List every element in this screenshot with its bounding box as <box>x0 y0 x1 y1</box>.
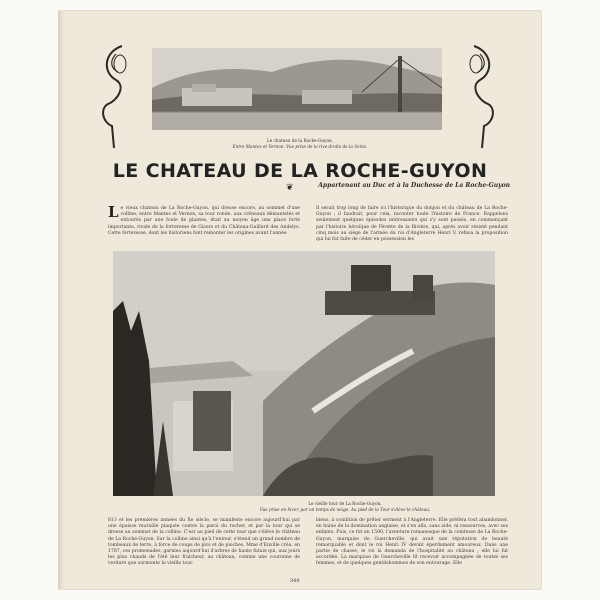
page-spine <box>58 10 64 590</box>
photo-old-tower <box>113 251 495 496</box>
top-caption-line-2: Entre Mantes et Vernon. Vue prise de la rive droite de la Seine. <box>232 144 368 149</box>
photo-chateau-panorama <box>152 48 442 130</box>
paragraph-left-bottom: 813 et les premières années du Xe siècle, se manifeste encore aujourd'hui par une épaisse muraille plaquée contre la paroi du rocher, et par la tour qui se dresse au sommet de la colline. C'est au pied de cette tour que s'élève le château de La Roche-Guyon. Sur la colline ainsi qu'à l'entour, s'étend un grand nombre de tombeaux de terre, à force de coups de pics et de pioches, Mme d'Enville créa, en 1787, ces promenades, garnies aujourd'hui d'arbres de haute futaie qui, aux jours les plus chauds de l'été leur fraîcheur, au château, comme une couronne de verdure que surmonte la vieille tour. <box>108 518 300 567</box>
article-subtitle: Appartenant au Duc et à la Duchesse de La Roche-Guyon <box>318 182 510 189</box>
text-column-right-top <box>316 206 508 243</box>
panorama-illustration <box>152 48 442 130</box>
drop-cap: L <box>108 203 119 221</box>
paragraph-right-top: Il serait trop long de faire ici l'historique du donjon et du château de La Roche-Guyon ; il faudrait, pour cela, raconter toute l'histoire de France. Rappelons seulement quelques épisodes intéressants qui s'y sont passés, en commençant par l'histoire héroïque de Pérette de la Rivière, qui, après avoir résisté pendant cinq mois au siège de l'armée du roi d'Angleterre Henri V, refusa la proposition qui lui fut faite de céder en possession les <box>316 206 508 243</box>
text-column-left-top <box>108 203 300 237</box>
paragraph-right-bottom: biens, à condition de prêter serment à l'Angleterre. Elle préféra tout abandonner, en haine de la domination anglaise, et s'en alla, sans aide, ni ressources, avec ses enfants. Puis, ce fut en 1590, l'aventure romanesque de la comtesse de La Roche-Guyon, marquise de Guercheville, qui avait une réputation de beauté remarquable et dont le roi Henri IV devint éperdument amoureux. Dans une partie de chasse, le roi la demanda de l'hospitalité au château ; elle lui fut accordée. La marquise de Guercheville fit recevoir accompagnée de toutes ses femmes, et de quelques gentilshommes de son entourage. Elle <box>316 518 508 567</box>
text-column-right-bottom <box>316 518 508 568</box>
text-column-left-bottom <box>108 518 300 568</box>
art-nouveau-ornament-left <box>94 42 130 152</box>
page-number: 349 <box>290 578 300 584</box>
tower-illustration <box>113 251 495 496</box>
main-photo-caption <box>200 501 490 513</box>
main-caption-line-2: Vue prise en hiver, par un temps de neige. Au pied de la Tour s'élève le château. <box>259 507 431 512</box>
top-caption-line-1: Le chateau de la Roche-Guyon. <box>266 138 334 143</box>
art-nouveau-ornament-right <box>466 42 502 152</box>
top-photo-caption <box>170 138 430 150</box>
paragraph-left-top: e vieux chateau de La Roche-Guyon, qui dresse encore, au sommet d'une colline, entre Mantes et Vernon, sa tour ronde, aux créneaux démantelés et entourés par une foule de plantes, était au moyen âge une place forte importante, rivale de la forteresse de Gisors et du Château-Gaillard des Andelys. Cette forteresse, dont les historiens font remonter les origines avant l'année <box>108 206 300 236</box>
fleuron-icon: ❦ <box>286 183 294 193</box>
main-caption-line-1: Le vieille tour de La Roche-Guyon. <box>308 501 382 506</box>
article-title: LE CHATEAU DE LA ROCHE-GUYON <box>112 160 488 182</box>
